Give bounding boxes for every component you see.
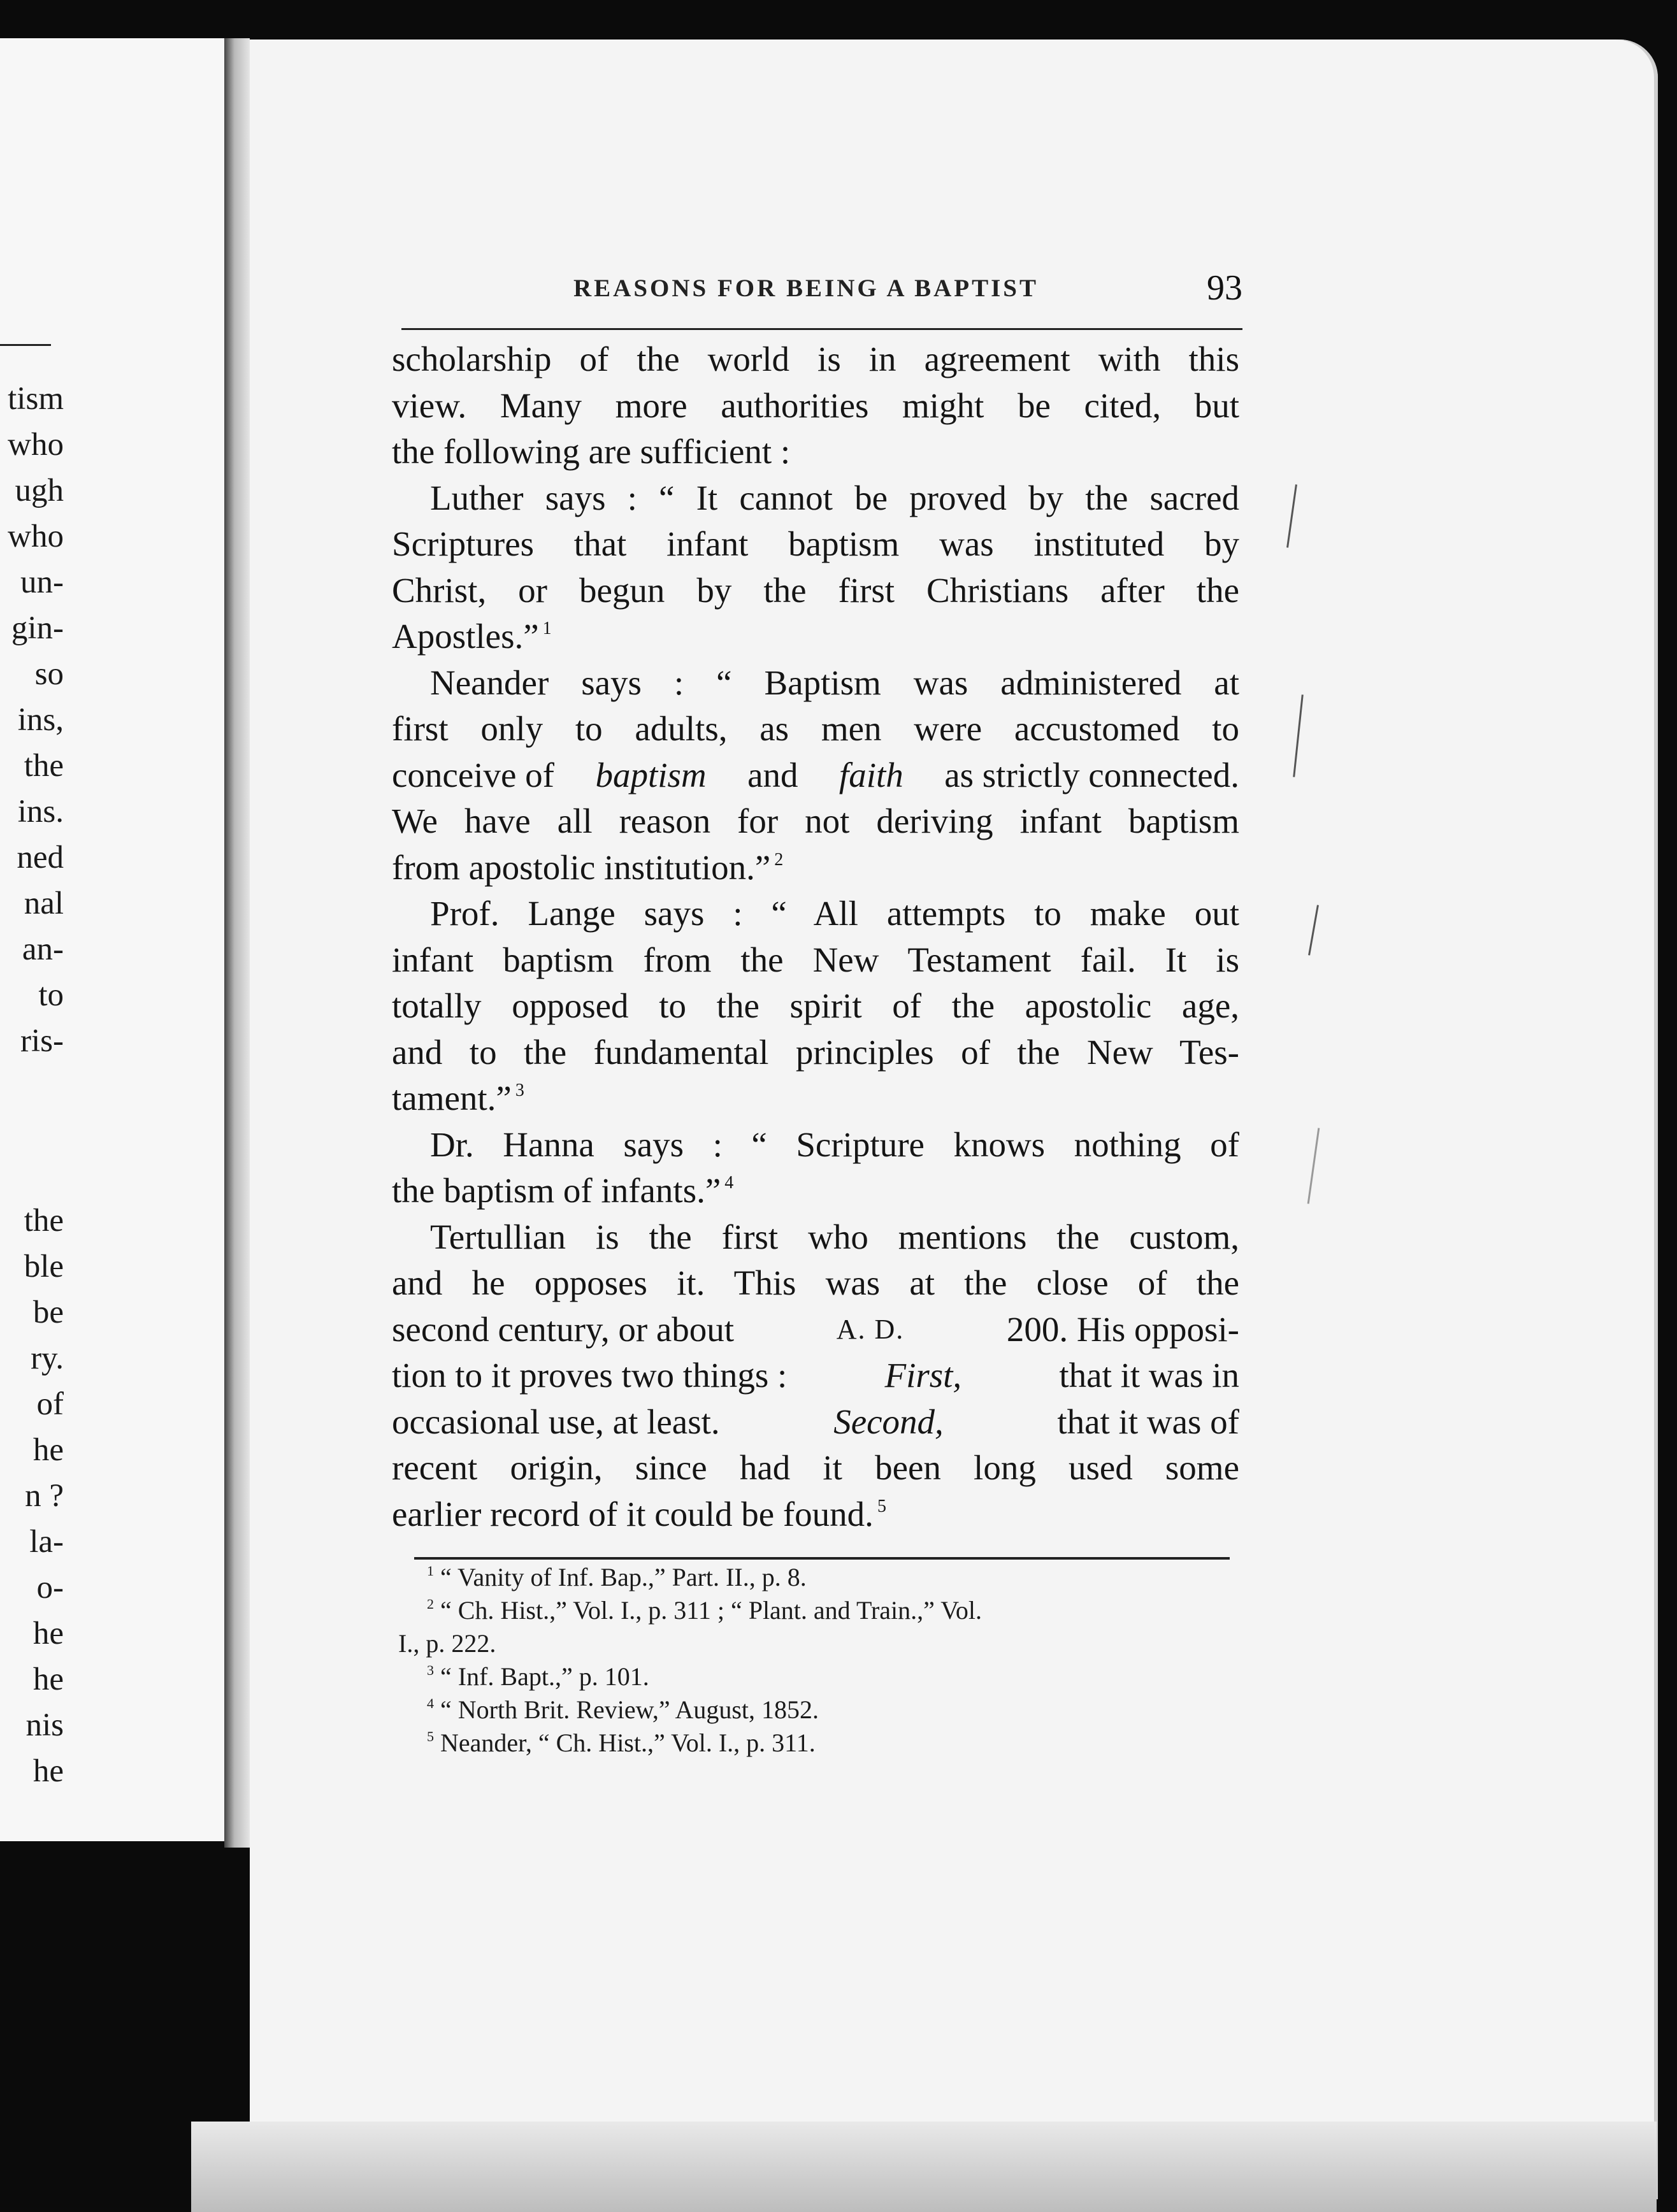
text-span: the baptism of infants.” [392,1171,721,1210]
text-span: as strictly connected. [944,755,1239,794]
text-span: scholarship of the world is in agreement with this [392,340,1239,378]
footnote-number: 2 [427,1596,434,1612]
footnote-ref: 5 [877,1496,886,1516]
footnote-text: Neander, “ Ch. Hist.,” Vol. I., p. 311. [440,1728,816,1757]
left-fragment: an- [22,931,64,967]
text-line [392,1307,1239,1353]
footnote [392,1561,1227,1594]
left-fragment: the [24,1203,64,1239]
text-span: view. Many more authorities might be cited, but [392,385,1239,425]
text-span: Tertullian is the first who mentions the custom, [430,1217,1239,1256]
footnotes [392,1561,1227,1760]
small-caps-span: A. D. [836,1313,905,1345]
text-line [392,1399,1239,1446]
running-head: REASONS FOR BEING A BAPTIST [573,275,1039,302]
text-line [392,1491,1239,1538]
footnote-number: 1 [427,1563,434,1579]
footnote-number: 3 [427,1662,434,1678]
left-fragment: ry. [31,1340,64,1376]
text-span: tion to it proves two things : [392,1356,788,1395]
text-span: first only to adults, as men were accustomed to [392,709,1239,748]
footnote-ref: 4 [724,1173,734,1193]
italic-span: First, [884,1356,962,1395]
footnote-ref: 1 [542,619,552,638]
footnote [392,1660,1227,1693]
text-span: from apostolic institution.” [392,847,771,887]
text-line [392,1168,1239,1214]
left-fragment: ugh [15,473,64,508]
left-fragment: be [32,1295,64,1330]
left-fragment: la- [29,1524,64,1560]
left-fragment: ble [24,1249,64,1284]
text-span: Dr. Hanna says : “ Scripture knows nothing of [430,1124,1239,1164]
text-line [392,798,1239,845]
text-span: the following are sufficient : [392,432,791,471]
left-fragment: nis [25,1707,64,1743]
book-gutter [224,38,250,1848]
text-line [392,429,1239,475]
page-edge-shadow [191,2122,1657,2212]
left-fragment: so [34,656,64,692]
text-line [392,1445,1239,1491]
footnote [392,1594,1227,1627]
text-line [392,1260,1239,1307]
left-fragment: the [24,748,64,784]
text-line [392,845,1239,891]
italic-span: baptism [595,755,707,794]
footnote-number: 4 [427,1695,434,1711]
body-text [392,336,1239,1537]
text-span: Christ, or begun by the first Christians after the [392,570,1239,610]
text-span: conceive of [392,755,554,794]
left-fragment: gin- [11,610,64,646]
text-span: that it was in [1059,1356,1239,1395]
text-span: Neander says : “ Baptism was administered at [430,663,1239,702]
text-span: recent origin, since had it been long used some [392,1448,1239,1487]
left-fragment: to [38,977,64,1013]
text-line [392,383,1239,429]
text-span: earlier record of it could be found. [392,1494,874,1533]
left-facing-page [0,38,227,1841]
footnote-text: “ Vanity of Inf. Bap.,” Part. II., p. 8. [440,1563,807,1591]
left-fragment: ins. [17,794,64,830]
left-fragment: who [8,519,64,554]
text-line [392,568,1239,614]
text-span: Apostles.” [392,617,539,656]
footnote [392,1627,1227,1660]
italic-span: Second, [833,1402,944,1441]
text-span: Scriptures that infant baptism was instituted by [392,524,1239,563]
text-span: tament.” [392,1079,512,1117]
text-line [392,336,1239,383]
footnote-number: 5 [427,1728,434,1744]
text-span: and he opposes it. This was at the close of the [392,1263,1239,1302]
footnote-text: I., p. 222. [398,1629,496,1658]
text-span: Prof. Lange says : “ All attempts to make out [430,894,1239,933]
left-fragment: n ? [25,1478,64,1514]
footnote-text: “ North Brit. Review,” August, 1852. [440,1695,819,1724]
text-span: second century, or about [392,1309,735,1349]
text-line [392,660,1239,707]
text-span: occasional use, at least. [392,1402,720,1441]
text-line [392,937,1239,984]
header-rule [401,328,1242,330]
left-fragment: who [8,427,64,463]
text-line [392,1122,1239,1168]
left-fragment: tism [8,381,64,417]
left-fragment: ins, [17,702,64,738]
text-line [392,1214,1239,1261]
left-fragment: he [32,1616,64,1651]
page-header [573,268,1242,325]
text-line [392,983,1239,1030]
footnote-text: “ Ch. Hist.,” Vol. I., p. 311 ; “ Plant. and Train.,” Vol. [440,1596,982,1625]
text-line [392,1075,1239,1122]
italic-span: faith [838,755,903,794]
text-line [392,1353,1239,1399]
left-fragment: ris- [20,1023,64,1059]
text-line [392,891,1239,937]
left-fragment: he [32,1432,64,1468]
text-line [392,752,1239,799]
text-line [392,706,1239,752]
footnote-text: “ Inf. Bapt.,” p. 101. [440,1662,649,1691]
text-span: We have all reason for not deriving infant baptism [392,801,1239,840]
left-fragment: he [32,1753,64,1789]
left-fragment: nal [24,886,64,921]
footnote-ref: 3 [515,1081,524,1100]
text-span: infant baptism from the New Testament fail. It is [392,940,1239,979]
footnote-ref: 2 [774,849,784,870]
text-line [392,1030,1239,1076]
text-line [392,475,1239,522]
text-span: and [747,755,798,794]
text-span: 200. His opposi- [1006,1309,1239,1349]
text-span: and to the fundamental principles of the New Tes- [392,1032,1239,1072]
text-span: totally opposed to the spirit of the apostolic age, [392,986,1239,1025]
page-number: 93 [1207,268,1242,308]
text-span: that it was of [1057,1402,1239,1441]
text-span: Luther says : “ It cannot be proved by the sacred [430,478,1239,517]
footnote [392,1727,1227,1760]
left-page-rule [0,344,51,346]
left-fragment: ned [17,840,64,875]
footnote-rule [414,1557,1230,1560]
text-line [392,614,1239,660]
footnote [392,1693,1227,1727]
left-fragment: un- [20,564,64,600]
left-fragment: of [36,1386,64,1422]
text-line [392,521,1239,568]
left-fragment: o- [36,1570,64,1605]
left-fragment: he [32,1662,64,1697]
